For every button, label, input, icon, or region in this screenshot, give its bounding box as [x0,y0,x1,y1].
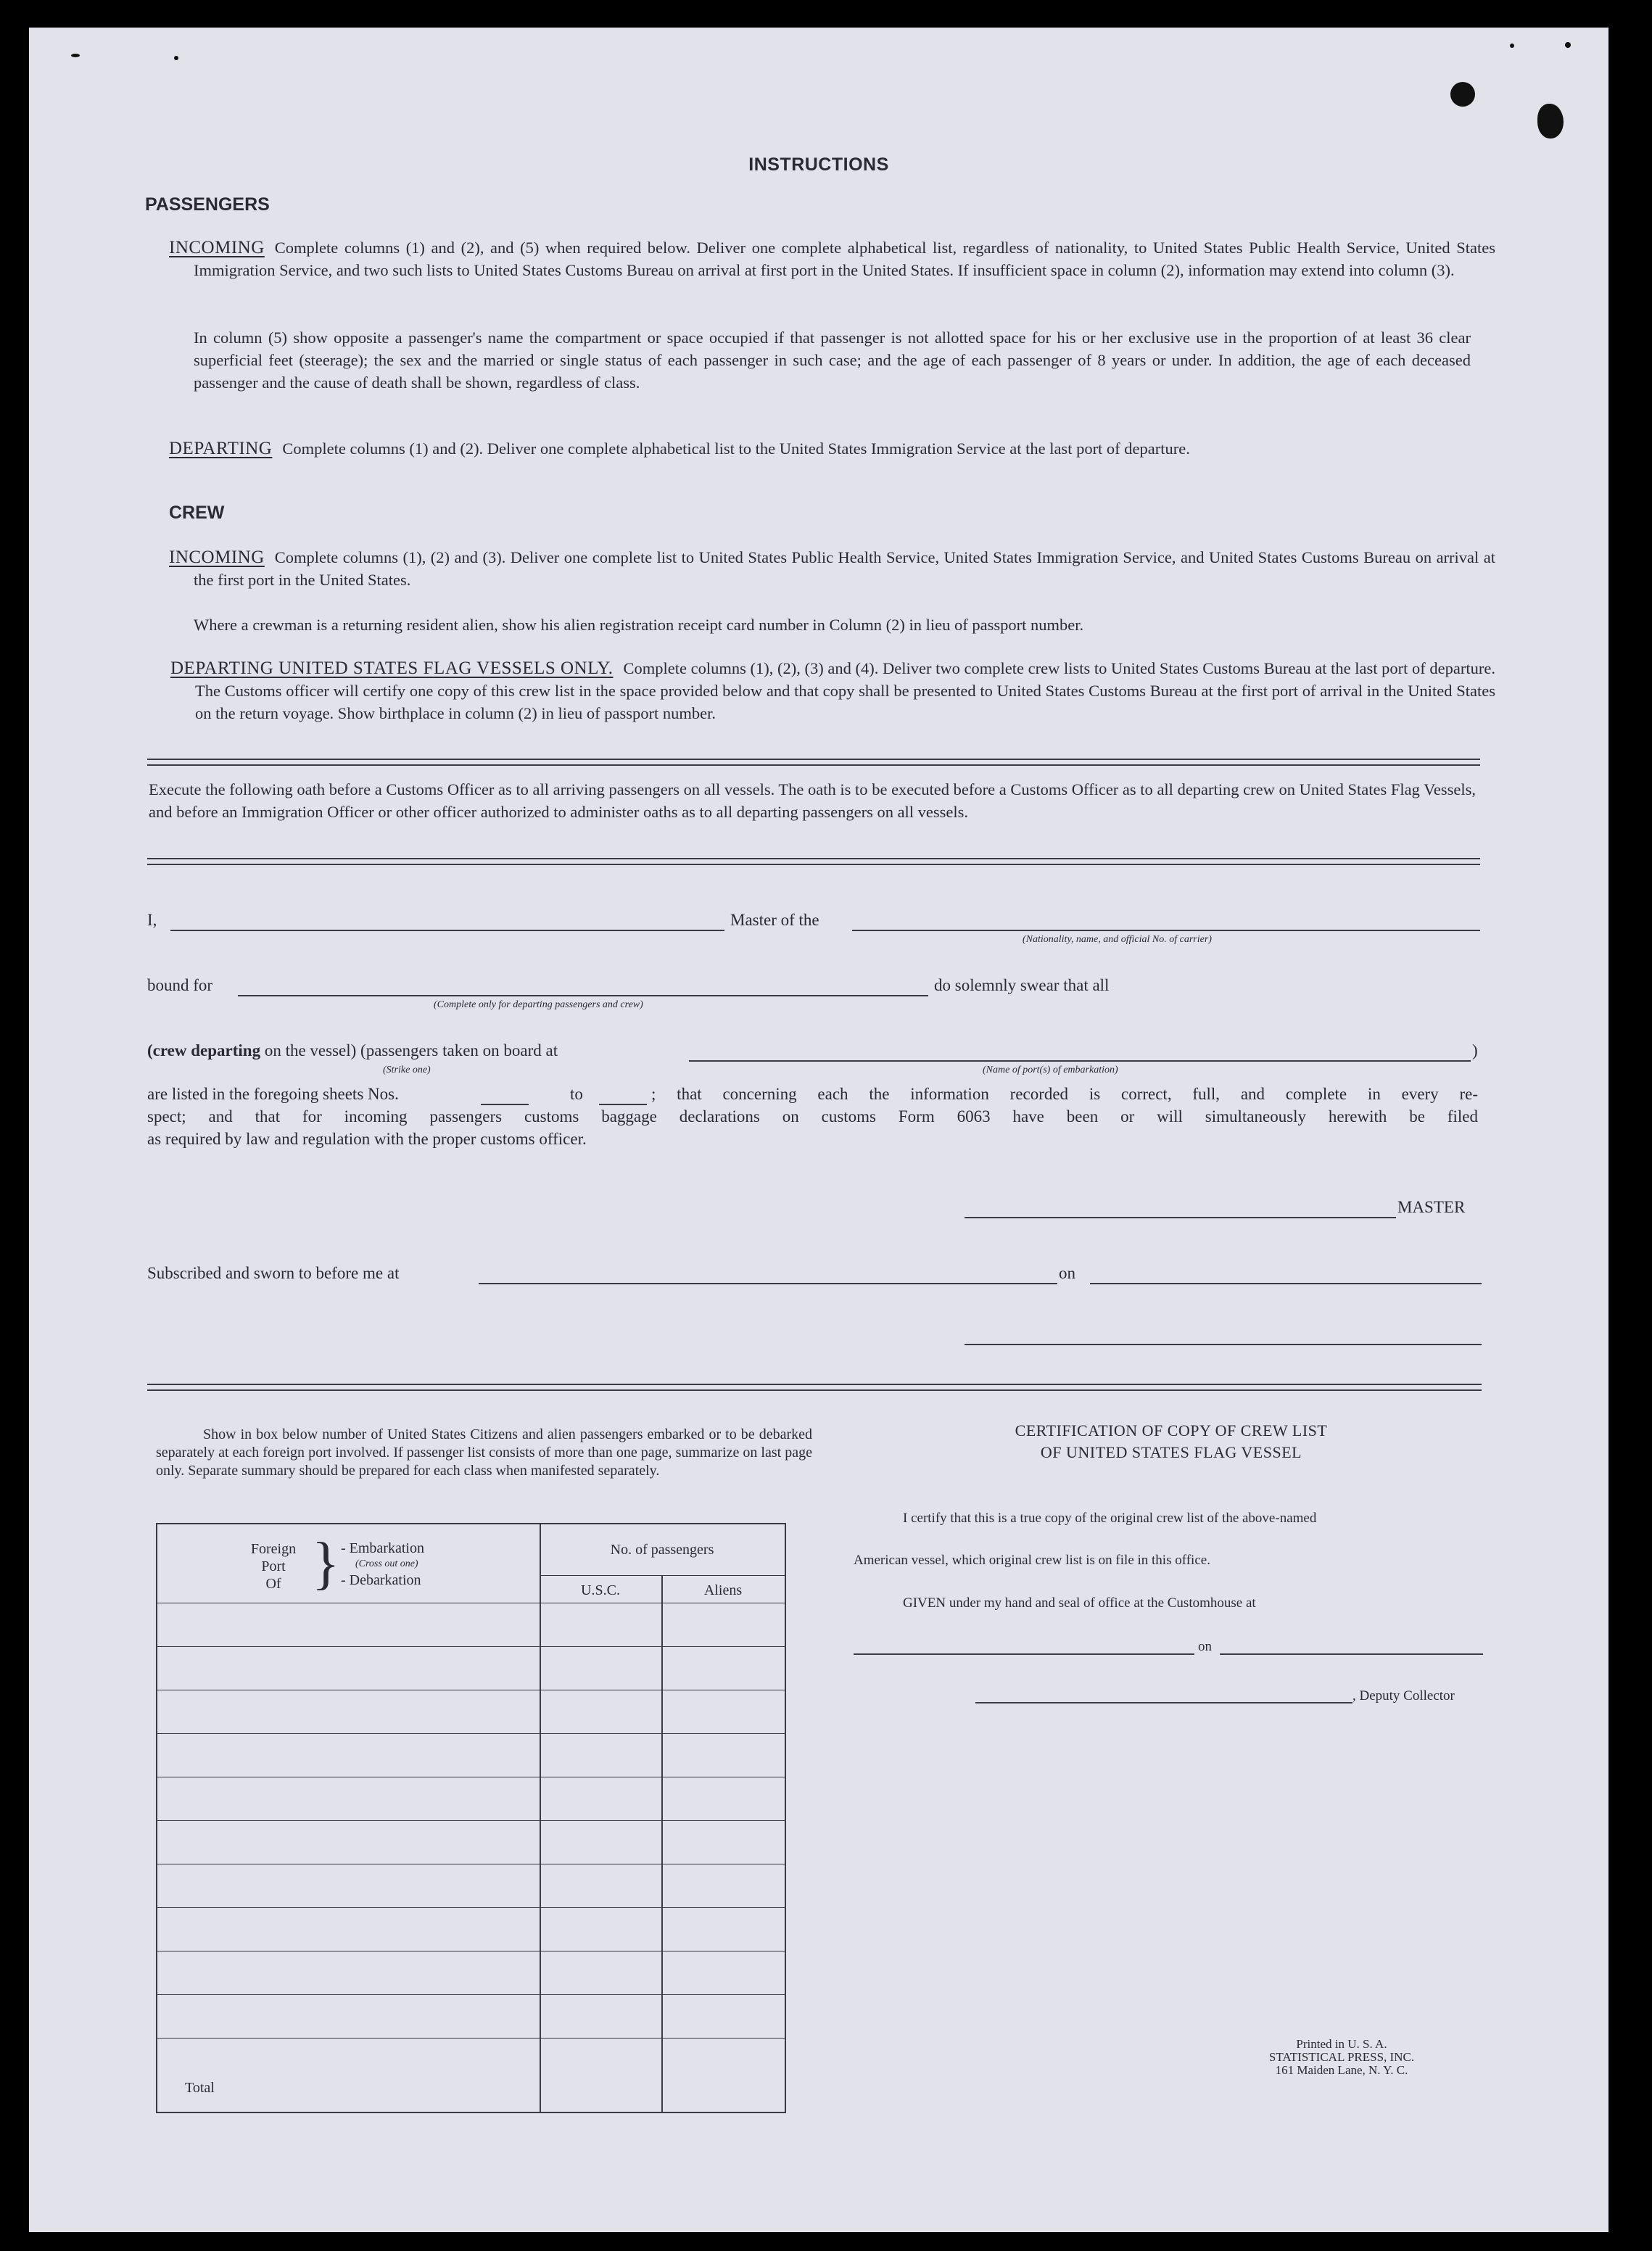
officer-signature-field[interactable] [965,1344,1482,1345]
page-title: INSTRUCTIONS [748,154,889,175]
certify-line-2: American vessel, which original crew list is on file in this office. [854,1553,1210,1568]
crew-heading: CREW [169,503,225,523]
certify-line-1: I certify that this is a true copy of the original crew list of the above-named [903,1511,1317,1526]
sworn-on-label: on [1059,1264,1075,1282]
certification-title [881,1420,1461,1463]
speck [174,56,178,60]
certification-title-line-2: OF UNITED STATES FLAG VESSEL [1040,1443,1302,1461]
speck [1565,42,1571,48]
no-passengers-header: No. of passengers [610,1542,714,1558]
subscribed-label: Subscribed and sworn to before me at [147,1264,400,1282]
passenger-summary-table [156,1523,786,2113]
deputy-collector-label: , Deputy Collector [1352,1688,1455,1703]
certification-title-line-1: CERTIFICATION OF COPY OF CREW LIST [1015,1421,1328,1440]
swear-label: do solemnly swear that all [934,976,1110,994]
crew-departing-text: Complete columns (1), (2), (3) and (4). Deliver two complete crew lists to United States Customs Bureau at the last port of departure. The Customs officer will certify one copy of this crew list in the space provided below and that copy shall be presented to United States Customs Bureau at the first port of arrival in the United States on the return voyage. Show birthplace in column (2) in lieu of passport number. [195,659,1496,722]
embarkation-option[interactable]: - Embarkation [341,1540,424,1556]
sworn-place-field[interactable] [479,1283,1057,1284]
listed-text-1: ; that concerning each the information recorded is correct, full, and complete in every re- [651,1085,1478,1103]
bound-for-label: bound for [147,976,213,994]
passengers-incoming-paragraph [169,236,1495,281]
master-name-field[interactable] [170,930,724,931]
summary-instructions: Show in box below number of United States Citizens and alien passengers embarked or to be debarked separately at each foreign port involved. If passenger list consists of more than one page, summarize on last page only. Separate summary should be prepared for each class when manifested separately. [156,1426,812,1479]
listed-to-label: to [570,1085,583,1103]
customhouse-field[interactable] [854,1653,1194,1655]
close-paren: ) [1472,1041,1478,1060]
embarkation-port-field[interactable] [689,1060,1471,1062]
crew-departing-option[interactable]: (crew departing [147,1041,261,1060]
foreign-label: Foreign [250,1541,297,1557]
printer-line-1: Printed in U. S. A. [1296,2037,1387,2051]
printer-line-2: STATISTICAL PRESS, INC. [1268,2050,1415,2064]
of-label: Of [265,1576,281,1592]
master-of-label: Master of the [730,911,819,929]
punch-hole [1450,82,1475,107]
crew-resident-paragraph: Where a crewman is a returning resident alien, show his alien registration receipt card number in Column (2) in lieu of passport number. [194,616,1084,634]
port-note: (Name of port(s) of embarkation) [983,1065,1118,1075]
cert-on-label: on [1198,1639,1212,1654]
sheet-to-field[interactable] [599,1104,647,1105]
crew-incoming-text: Complete columns (1), (2) and (3). Deliver one complete list to United States Public Health Service, United States Immigration Service, and United States Customs Bureau on arrival at the first port in the United States. [194,548,1495,589]
column-divider [661,1575,663,2112]
usc-header: U.S.C. [581,1582,620,1598]
form-page [29,28,1608,2232]
passengers-departing-text: Complete columns (1) and (2). Deliver one complete alphabetical list to the United States Immigration Service at the last port of departure. [282,439,1190,458]
sworn-date-field[interactable] [1090,1283,1482,1284]
cert-date-field[interactable] [1220,1653,1483,1655]
nationality-note: (Nationality, name, and official No. of carrier) [1023,934,1212,945]
listed-label: are listed in the foregoing sheets Nos. [147,1085,399,1103]
foreign-port-of-header [234,1540,313,1593]
master-label: MASTER [1397,1198,1466,1216]
table-row [157,1994,785,1995]
table-row [157,2038,785,2039]
column-divider [540,1524,541,2112]
table-row [157,1646,785,1647]
listed-text-2: spect; and that for incoming passengers customs baggage declarations on customs Form 6063 have been or will simultaneously herewith be filed [147,1107,1478,1126]
passengers-option[interactable]: on the vessel) (passengers taken on board at [264,1041,558,1060]
passengers-departing-label: DEPARTING [169,439,273,458]
strike-one-note: (Strike one) [383,1065,431,1075]
passengers-departing-paragraph [169,437,1495,460]
brace-icon: } [312,1532,340,1595]
table-row [157,1733,785,1734]
cross-out-note: (Cross out one) [355,1558,418,1569]
divider [147,1384,1482,1391]
port-label: Port [261,1558,286,1574]
passengers-incoming-label: INCOMING [169,238,265,257]
bound-for-field[interactable] [238,995,928,996]
complete-only-note: (Complete only for departing passengers and crew) [434,999,643,1010]
crew-incoming-label: INCOMING [169,548,265,567]
crew-departing-label: DEPARTING UNITED STATES FLAG VESSELS ONLY. [170,658,614,678]
divider [147,858,1480,865]
table-row [157,1907,785,1908]
aliens-header: Aliens [703,1582,743,1598]
master-signature-field[interactable] [965,1217,1396,1218]
crew-incoming-paragraph [169,546,1495,591]
deputy-signature-field[interactable] [975,1702,1352,1703]
printer-line-3: 161 Maiden Lane, N. Y. C. [1275,2063,1408,2077]
embark-debark-options [341,1540,424,1588]
speck [1510,44,1514,48]
punch-hole [1537,104,1564,139]
passengers-heading: PASSENGERS [145,194,270,215]
debarkation-option[interactable]: - Debarkation [341,1572,421,1588]
passengers-incoming-text: Complete columns (1) and (2), and (5) when required below. Deliver one complete alphabetical list, regardless of nationality, to United States Public Health Service, United States Immigration Service, and two such lists to United States Customs Bureau on arrival at first port in the United States. If insufficient space in column (2), information may extend into column (3). [194,239,1495,279]
header-divider [540,1575,785,1576]
printer-imprint [1233,2038,1450,2077]
passengers-column5-paragraph: In column (5) show opposite a passenger's name the compartment or space occupied if that passenger is not allotted space for his or her exclusive use in the proportion of at least 36 clear superficial feet (steerage); the sex and the married or single status of each passenger in such case; and the age of each passenger of 8 years or under. In addition, the age of each deceased passenger and the cause of death shall be shown, regardless of class. [194,329,1471,392]
table-row [157,1820,785,1821]
crew-departing-paragraph [170,657,1495,724]
oath-i-label: I, [147,911,157,929]
oath-intro: Execute the following oath before a Customs Officer as to all arriving passengers on all vessels. The oath is to be executed before a Customs Officer as to all departing crew on United States Flag Vessels, and before an Immigration Officer or other officer authorized to administer oaths as to all departing passengers on all vessels. [149,780,1476,821]
sheet-from-field[interactable] [481,1104,529,1105]
given-line: GIVEN under my hand and seal of office at the Customhouse at [903,1595,1256,1611]
carrier-field[interactable] [852,930,1480,931]
speck [71,54,80,57]
crew-passengers-line [147,1041,558,1060]
total-label: Total [185,2080,215,2096]
listed-text-3: as required by law and regulation with the proper customs officer. [147,1130,587,1148]
divider [147,759,1480,766]
